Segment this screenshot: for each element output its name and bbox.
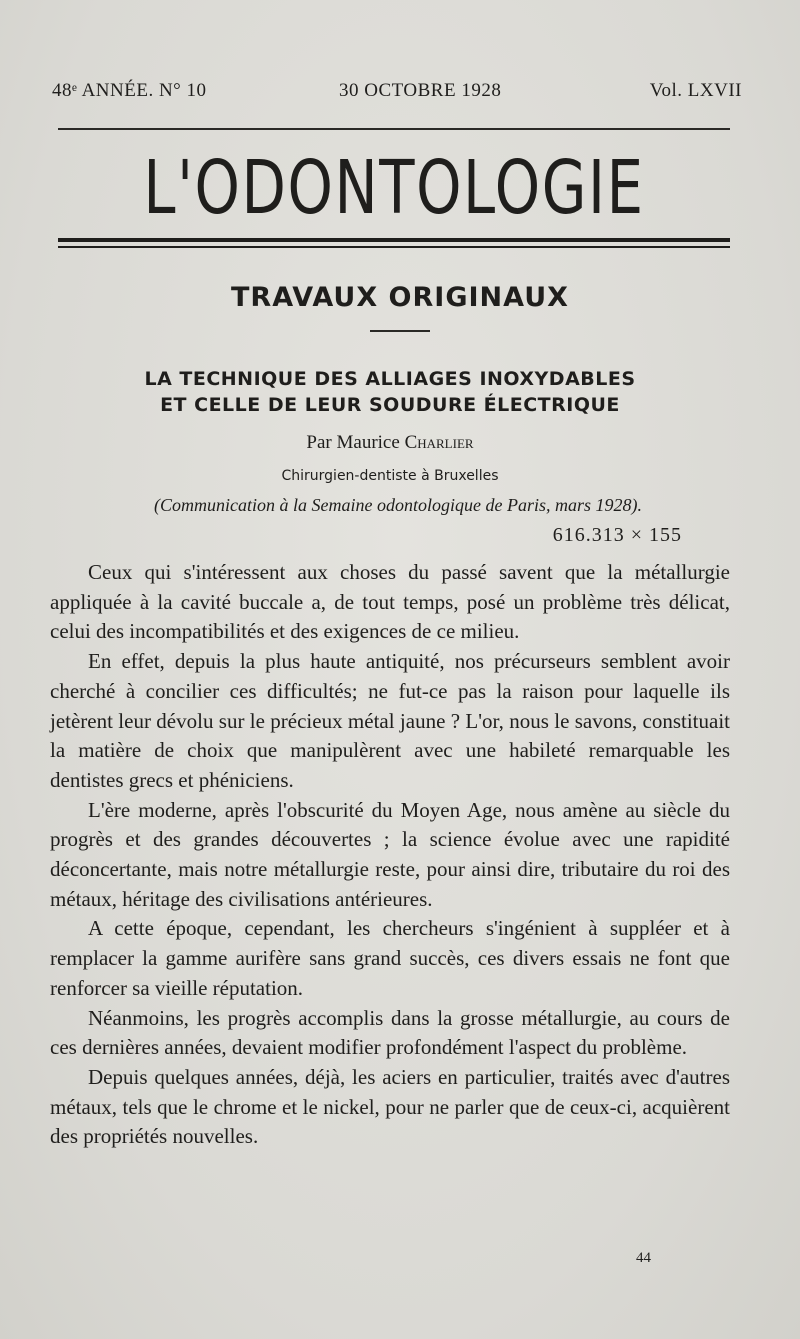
masthead-double-rule xyxy=(58,238,730,250)
communication-note: (Communication à la Semaine odontologique de Paris, mars 1928). xyxy=(154,495,642,515)
author-prefix: Par xyxy=(306,432,332,453)
header-rule xyxy=(58,128,730,130)
issue-number: 48ᵉ ANNÉE. N° 10 xyxy=(52,80,207,101)
article-title xyxy=(0,366,780,418)
author-last-name: Charlier xyxy=(404,432,474,453)
volume-number: Vol. LXVII xyxy=(649,80,742,101)
paragraph: Ceux qui s'intéressent aux choses du passé savent que la métallurgie appliquée à la cavité buccale a, de tout temps, posé un problème très délicat, celui des incompatibilités et des exigences de ce milieu. xyxy=(50,560,730,644)
paragraph: En effet, depuis la plus haute antiquité, nos précurseurs semblent avoir cherché à concilier ces difficultés; ne fut-ce pas la raison pour laquelle ils jetèrent leur dévolu sur le précieux métal jaune ? L'or, nous le savons, constituait la matière de choix que manipulèrent avec une habileté remarquable les dentistes grecs et phéniciens. xyxy=(50,649,730,792)
article-body xyxy=(50,558,730,1152)
section-title: TRAVAUX ORIGINAUX xyxy=(231,282,569,313)
paragraph: L'ère moderne, après l'obscurité du Moyen Age, nous amène au siècle du progrès et des grandes découvertes ; la science évolue avec une rapidité déconcertante, mais notre métallurgie reste, pour ainsi dire, tributaire du roi des métaux, héritage des civilisations antérieures. xyxy=(50,797,730,911)
running-header xyxy=(52,80,742,110)
paragraph: A cette époque, cependant, les chercheurs s'ingénient à suppléer et à remplacer la gamme aurifère sans grand succès, ces divers essais ne font que renforcer sa vieille réputation. xyxy=(50,916,730,1000)
classification-code: 616.313 × 155 xyxy=(552,524,682,546)
section-divider xyxy=(370,330,430,332)
journal-masthead: L'ODONTOLOGIE xyxy=(143,145,645,231)
issue-date: 30 OCTOBRE 1928 xyxy=(339,80,502,101)
author-affiliation: Chirurgien-dentiste à Bruxelles xyxy=(281,468,499,484)
paragraph: Néanmoins, les progrès accomplis dans la grosse métallurgie, au cours de ces dernières années, devaient modifier profondément l'aspect du problème. xyxy=(50,1005,730,1060)
article-title-line-1: LA TECHNIQUE DES ALLIAGES INOXYDABLES xyxy=(144,368,636,390)
paragraph: Depuis quelques années, déjà, les aciers en particulier, traités avec d'autres métaux, tels que le chrome et le nickel, pour ne parler que de ceux-ci, acquièrent des propriétés nouvelles. xyxy=(50,1064,730,1149)
article-author xyxy=(0,432,780,454)
author-first-name: Maurice xyxy=(336,432,400,453)
page-number: 44 xyxy=(636,1250,651,1266)
article-title-line-2: ET CELLE DE LEUR SOUDURE ÉLECTRIQUE xyxy=(160,394,620,416)
